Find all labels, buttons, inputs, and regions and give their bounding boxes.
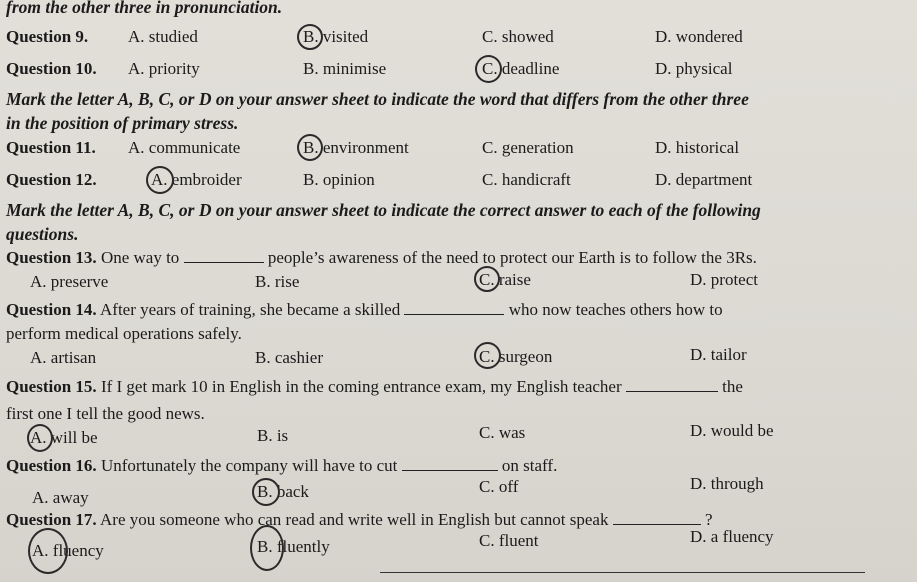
q13-option-b: B. rise xyxy=(255,272,300,291)
q16-option-a: A. away xyxy=(32,488,89,507)
q15-option-a: A. will be xyxy=(30,428,98,447)
q13-blank xyxy=(184,262,264,263)
q10-option-a: A. priority xyxy=(128,59,200,78)
q9-option-c: C. showed xyxy=(482,27,554,46)
q14-option-c: C. surgeon xyxy=(479,347,553,366)
q13-option-a: A. preserve xyxy=(30,272,109,291)
q9-option-b: B. visited xyxy=(303,27,369,46)
q15-stem: Question 15. If I get mark 10 in English in the coming entrance exam, my English teacher the xyxy=(6,377,743,396)
q16-option-b: B. back xyxy=(257,482,309,501)
q17-option-c: C. fluent xyxy=(479,531,539,550)
answer-circle-q11 xyxy=(297,134,323,161)
q9-label: Question 9. xyxy=(6,27,89,46)
q17-option-a: A. fluency xyxy=(32,541,104,560)
q15-option-b: B. is xyxy=(257,426,289,445)
instruction-correct-line1: Mark the letter A, B, C, or D on your answer sheet to indicate the correct answer to each of the following xyxy=(6,200,761,220)
intro-tail: from the other three in pronunciation. xyxy=(6,0,283,17)
q12-option-b: B. opinion xyxy=(303,170,375,189)
page-divider xyxy=(380,572,865,573)
q11-option-a: A. communicate xyxy=(128,138,241,157)
q11-option-b: B. environment xyxy=(303,138,409,157)
q14-option-a: A. artisan xyxy=(30,348,97,367)
q15-stem-line2: first one I tell the good news. xyxy=(6,404,205,423)
answer-circle-q12 xyxy=(146,166,174,194)
q15-option-c: C. was xyxy=(479,423,526,442)
q12-option-a: A. embroider xyxy=(151,170,242,189)
q16-option-d: D. through xyxy=(690,474,764,493)
answer-circle-q17 xyxy=(28,528,68,574)
q17-blank xyxy=(613,524,701,525)
q10-option-c: C. deadline xyxy=(482,59,560,78)
answer-circle-q17-b xyxy=(250,525,284,571)
q9-option-a: A. studied xyxy=(128,27,198,46)
q10-label: Question 10. xyxy=(6,59,97,78)
q10-option-d: D. physical xyxy=(655,59,733,78)
q17-option-d: D. a fluency xyxy=(690,527,774,546)
q16-stem: Question 16. Unfortunately the company will have to cut on staff. xyxy=(6,456,558,475)
instruction-stress-line2: in the position of primary stress. xyxy=(6,113,239,133)
q16-blank xyxy=(402,470,498,471)
answer-circle-q15 xyxy=(27,424,53,452)
q11-option-c: C. generation xyxy=(482,138,574,157)
q16-option-c: C. off xyxy=(479,477,519,496)
answer-circle-q10 xyxy=(475,55,502,83)
q11-label: Question 11. xyxy=(6,138,96,157)
q9-option-d: D. wondered xyxy=(655,27,743,46)
q17-option-b: B. fluently xyxy=(257,537,330,556)
q14-option-b: B. cashier xyxy=(255,348,323,367)
q12-label: Question 12. xyxy=(6,170,97,189)
q12-option-c: C. handicraft xyxy=(482,170,571,189)
instruction-stress-line1: Mark the letter A, B, C, or D on your answer sheet to indicate the word that differs from the other three xyxy=(6,89,749,109)
q13-option-c: C. raise xyxy=(479,270,531,289)
answer-circle-q14 xyxy=(474,342,501,369)
answer-circle-q13 xyxy=(474,266,500,292)
q17-stem: Question 17. Are you someone who can read and write well in English but cannot speak ? xyxy=(6,510,713,529)
q14-stem-line2: perform medical operations safely. xyxy=(6,324,242,343)
q14-blank xyxy=(404,314,504,315)
q15-option-d: D. would be xyxy=(690,421,774,440)
q14-stem: Question 14. After years of training, she became a skilled who now teaches others how to xyxy=(6,300,723,319)
q13-option-d: D. protect xyxy=(690,270,758,289)
answer-circle-q16 xyxy=(252,478,280,506)
q15-blank xyxy=(626,391,718,392)
q12-option-d: D. department xyxy=(655,170,753,189)
instruction-correct-line2: questions. xyxy=(6,224,79,244)
q11-option-d: D. historical xyxy=(655,138,740,157)
q13-stem: Question 13. One way to people’s awareness of the need to protect our Earth is to follow the 3Rs. xyxy=(6,248,757,267)
q10-option-b: B. minimise xyxy=(303,59,387,78)
q14-option-d: D. tailor xyxy=(690,345,747,364)
answer-circle-q9 xyxy=(297,24,323,50)
